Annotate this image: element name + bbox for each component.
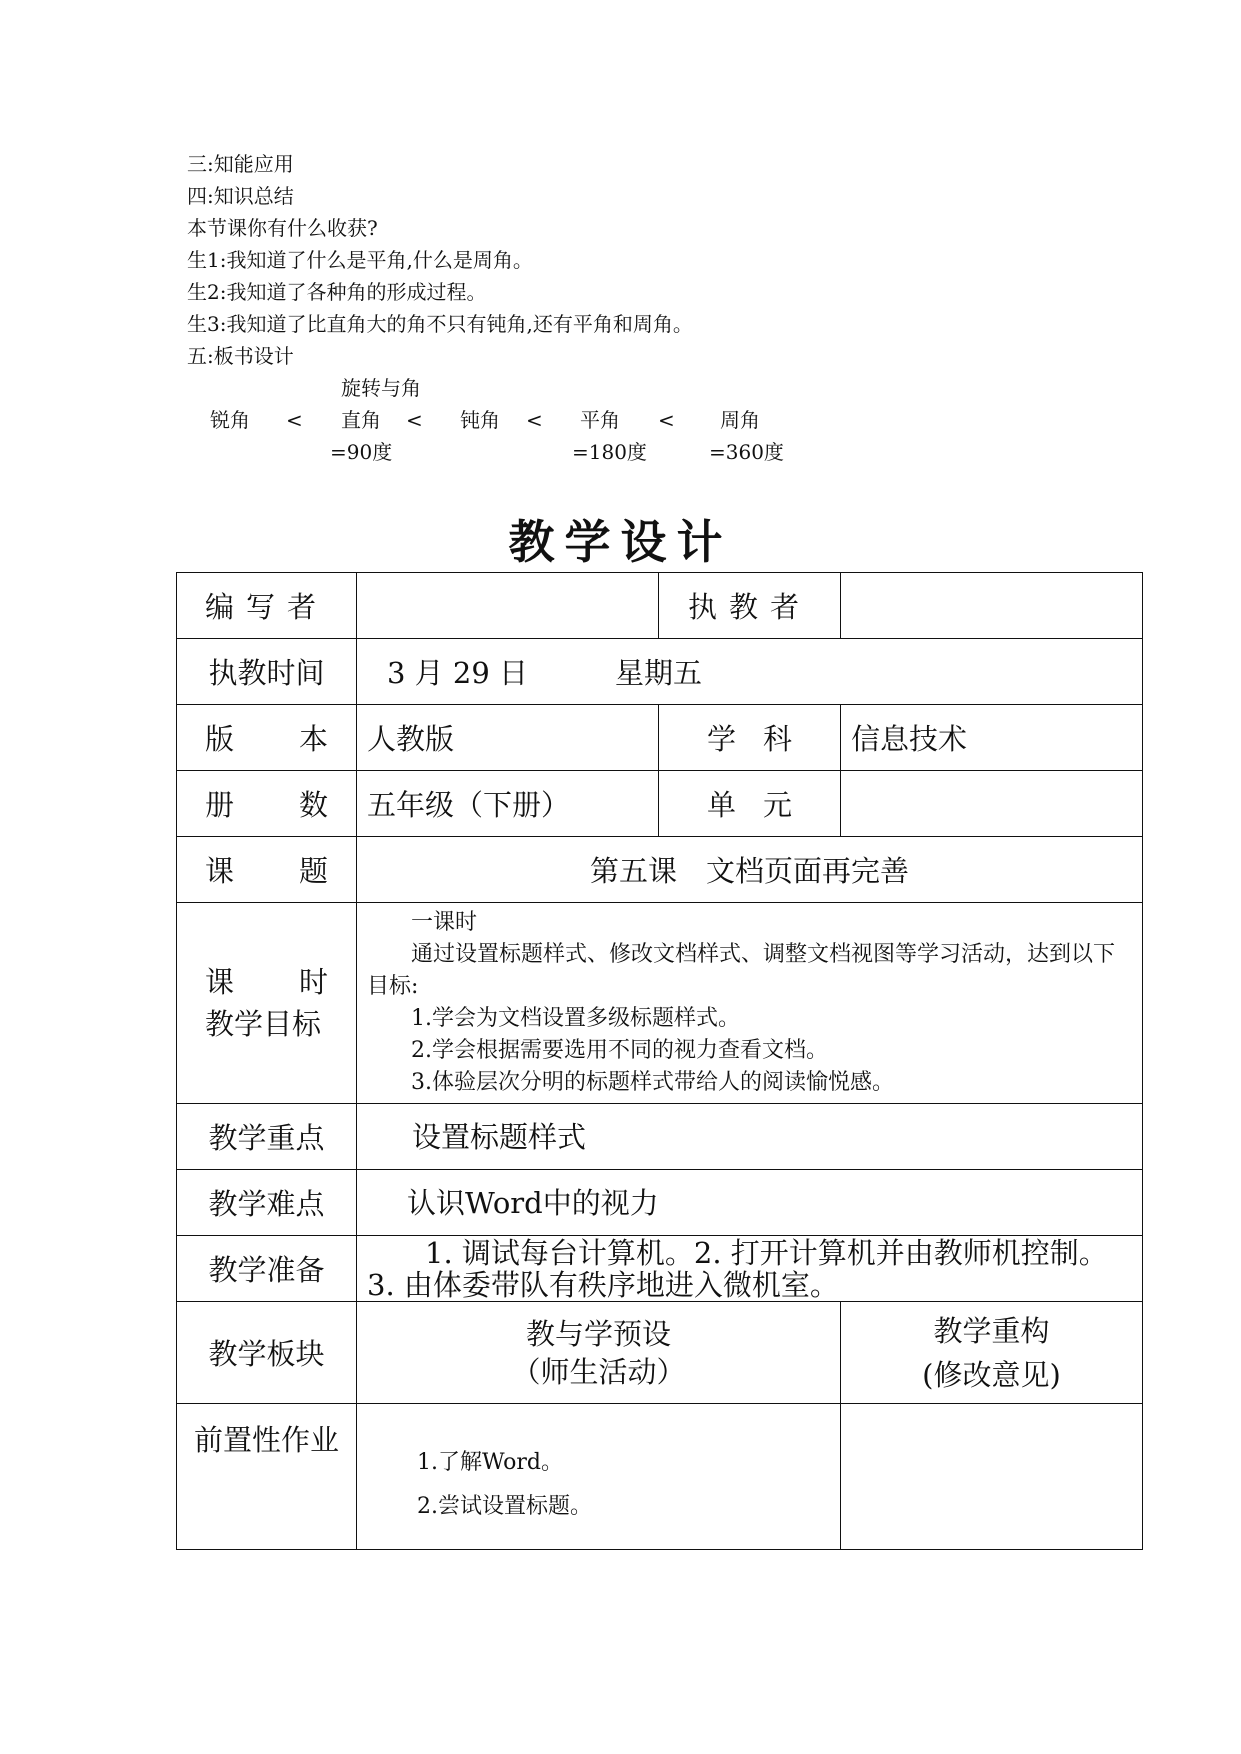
objective-item-1: 1.学会为文档设置多级标题样式。 [411,1006,740,1031]
row-volume [177,771,1143,837]
preset-line-2: （师生活动） [511,1354,686,1389]
homework-rebuild [841,1404,1143,1550]
edition-label-cell [177,705,357,771]
topic-value: 第五课 文档页面再完善 [357,837,1143,903]
board-lt-2: < [406,408,423,432]
label-char-0: 课 [205,854,235,888]
board-acute: 锐角 [210,408,250,432]
board-obtuse: 钝角 [460,408,500,432]
row-module-header [177,1302,1143,1404]
label-char-1: 元 [762,788,792,822]
rebuild-header [841,1302,1143,1404]
rebuild-line-2: (修改意见) [922,1357,1061,1392]
objective-item-2: 2.学会根据需要选用不同的视力查看文档。 [411,1038,828,1063]
board-lt-4: < [658,408,675,432]
preset-line-1: 教与学预设 [525,1316,671,1351]
board-note-straight: =180度 [572,440,647,464]
objective-period: 一课时 [411,910,478,935]
objective-label-2: 教学目标 [205,1007,322,1041]
preset-header [357,1302,841,1404]
homework-item-1: 1.了解Word。 [417,1449,563,1475]
board-straight: 平角 [580,408,620,432]
objectives-cell [357,903,1143,1104]
intro-line-2: 四:知识总结 [187,184,294,208]
row-edition [177,705,1143,771]
unit-value [841,771,1143,837]
board-full: 周角 [720,408,760,432]
intro-line-3: 本节课你有什么收获? [187,216,378,240]
label-char-0: 学 [707,722,737,756]
rebuild-line-1: 教学重构 [933,1313,1050,1348]
row-topic [177,837,1143,903]
subject-value: 信息技术 [841,705,1143,771]
intro-line-7: 五:板书设计 [187,344,294,368]
board-lt-3: < [526,408,543,432]
label-char-0: 单 [707,788,737,822]
intro-line-5: 生2:我知道了各种角的形成过程。 [187,280,487,304]
row-time [177,639,1143,705]
label-char-1: 数 [298,788,328,822]
difficulty-label: 教学难点 [177,1170,357,1236]
homework-label: 前置性作业 [177,1404,357,1550]
label-char-1: 时 [298,965,328,999]
intro-line-1: 三:知能应用 [187,152,294,176]
prep-label: 教学准备 [177,1236,357,1302]
key-label: 教学重点 [177,1104,357,1170]
edition-value: 人教版 [357,705,659,771]
author-value [357,573,659,639]
volume-label-cell [177,771,357,837]
teacher-label: 执教者 [659,573,841,639]
module-label: 教学板块 [177,1302,357,1404]
difficulty-value: 认识Word中的视力 [357,1170,1143,1236]
row-key [177,1104,1143,1170]
board-note-right: =90度 [330,440,393,464]
homework-item-2: 2.尝试设置标题。 [417,1493,592,1519]
time-value: 3 月 29 日 星期五 [357,639,1143,705]
teacher-value [841,573,1143,639]
time-label: 执教时间 [177,639,357,705]
key-value: 设置标题样式 [357,1104,1143,1170]
unit-label-cell [659,771,841,837]
label-char-1: 本 [298,722,328,756]
objective-intro: 通过设置标题样式、修改文档样式、调整文档视图等学习活动，达到以下目标: [367,942,1116,999]
label-char-0: 册 [205,788,235,822]
board-title: 旋转与角 [341,376,421,400]
row-author [177,573,1143,639]
intro-line-6: 生3:我知道了比直角大的角不只有钝角,还有平角和周角。 [187,312,693,336]
board-lt-1: < [286,408,303,432]
row-prep [177,1236,1143,1302]
objective-label-cell [177,903,357,1104]
objective-item-3: 3.体验层次分明的标题样式带给人的阅读愉悦感。 [411,1070,894,1095]
intro-line-4: 生1:我知道了什么是平角,什么是周角。 [187,248,533,272]
row-difficulty [177,1170,1143,1236]
label-char-1: 科 [762,722,792,756]
row-objectives [177,903,1143,1104]
board-note-full: =360度 [709,440,784,464]
homework-cell [357,1404,841,1550]
board-right: 直角 [341,408,381,432]
volume-value: 五年级（下册） [357,771,659,837]
subject-label-cell [659,705,841,771]
label-char-0: 版 [205,722,235,756]
doc-title: 教学设计 [508,515,733,569]
topic-label-cell [177,837,357,903]
prep-value: 1. 调试每台计算机。2. 打开计算机并由教师机控制。3. 由体委带队有秩序地进入微机室。 [357,1236,1143,1302]
label-char-1: 题 [298,854,328,888]
author-label: 编写者 [177,573,357,639]
row-homework [177,1404,1143,1550]
lesson-plan-table [176,572,1143,1550]
label-char-0: 课 [205,965,235,999]
